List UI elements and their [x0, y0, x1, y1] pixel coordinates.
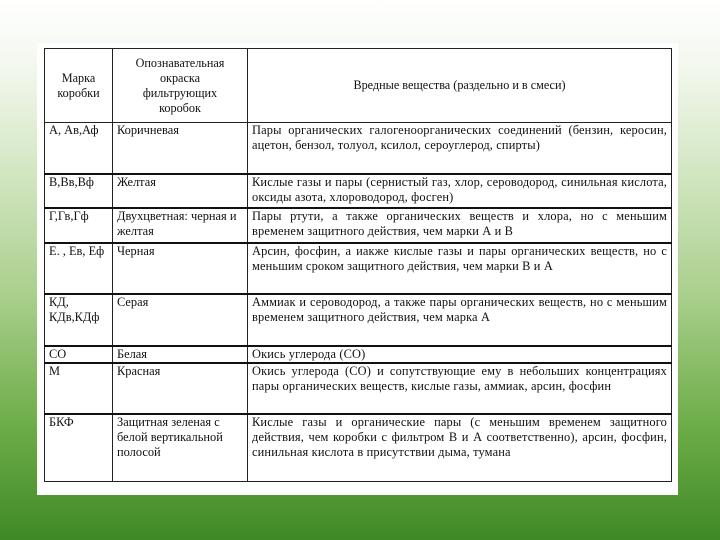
document-page [37, 43, 678, 495]
cell-substances: Аммиак и сероводород, а также пары органических веществ, но с меньшим временем защитного действия, чем марка А [248, 294, 672, 346]
cell-color: Красная [113, 363, 248, 414]
filter-box-table [44, 48, 672, 482]
cell-substances: Окись углерода (СО) [248, 346, 672, 363]
table-row [45, 243, 672, 294]
table-header-row [45, 49, 672, 123]
cell-mark: КД, КДв,КДф [45, 294, 113, 346]
cell-substances: Пары органических галогеноорганических соединений (бензин, керосин, ацетон, бензол, толуол, ксилол, сероуглерод, спирты) [248, 123, 672, 174]
table-row [45, 346, 672, 363]
header-substances: Вредные вещества (раздельно и в смеси) [248, 49, 672, 123]
header-mark: Марка коробки [45, 49, 113, 123]
cell-substances: Окись углерода (СО) и сопутствующие ему в небольших концентрациях пары органических веществ, кислые газы, аммиак, арсин, фосфин [248, 363, 672, 414]
cell-color: Коричневая [113, 123, 248, 174]
cell-mark: БКФ [45, 414, 113, 482]
cell-substances: Пары ртути, а также органических веществ и хлора, но с меньшим временем защитного действия, чем марки А и В [248, 208, 672, 243]
table-row [45, 363, 672, 414]
cell-color: Защитная зеленая с белой вертикальной полосой [113, 414, 248, 482]
cell-mark: М [45, 363, 113, 414]
table-row [45, 414, 672, 482]
cell-color: Черная [113, 243, 248, 294]
cell-substances: Арсин, фосфин, а иакже кислые газы и пары органических веществ, но с меньшим сроком защитного действия, чем марки В и А [248, 243, 672, 294]
table-row [45, 208, 672, 243]
cell-mark: Г,Гв,Гф [45, 208, 113, 243]
table-row [45, 294, 672, 346]
table-row [45, 174, 672, 208]
cell-mark: В,Вв,Вф [45, 174, 113, 208]
cell-mark: СО [45, 346, 113, 363]
cell-mark: А, Ав,Аф [45, 123, 113, 174]
cell-color: Двухцветная: черная и желтая [113, 208, 248, 243]
table-row [45, 123, 672, 174]
cell-color: Белая [113, 346, 248, 363]
cell-color: Серая [113, 294, 248, 346]
cell-mark: Е. , Ев, Еф [45, 243, 113, 294]
cell-substances: Кислые газы и органические пары (с меньшим временем защитного действия, чем коробки с фильтром В и А соответственно), арсин, фосфин, синильная кислота в присутствии дыма, тумана [248, 414, 672, 482]
header-color: Опознавательная окраска фильтрующих коробок [113, 49, 248, 123]
cell-substances: Кислые газы и пары (сернистый газ, хлор, сероводород, синильная кислота, оксиды азота, хлороводород, фосген) [248, 174, 672, 208]
cell-color: Желтая [113, 174, 248, 208]
